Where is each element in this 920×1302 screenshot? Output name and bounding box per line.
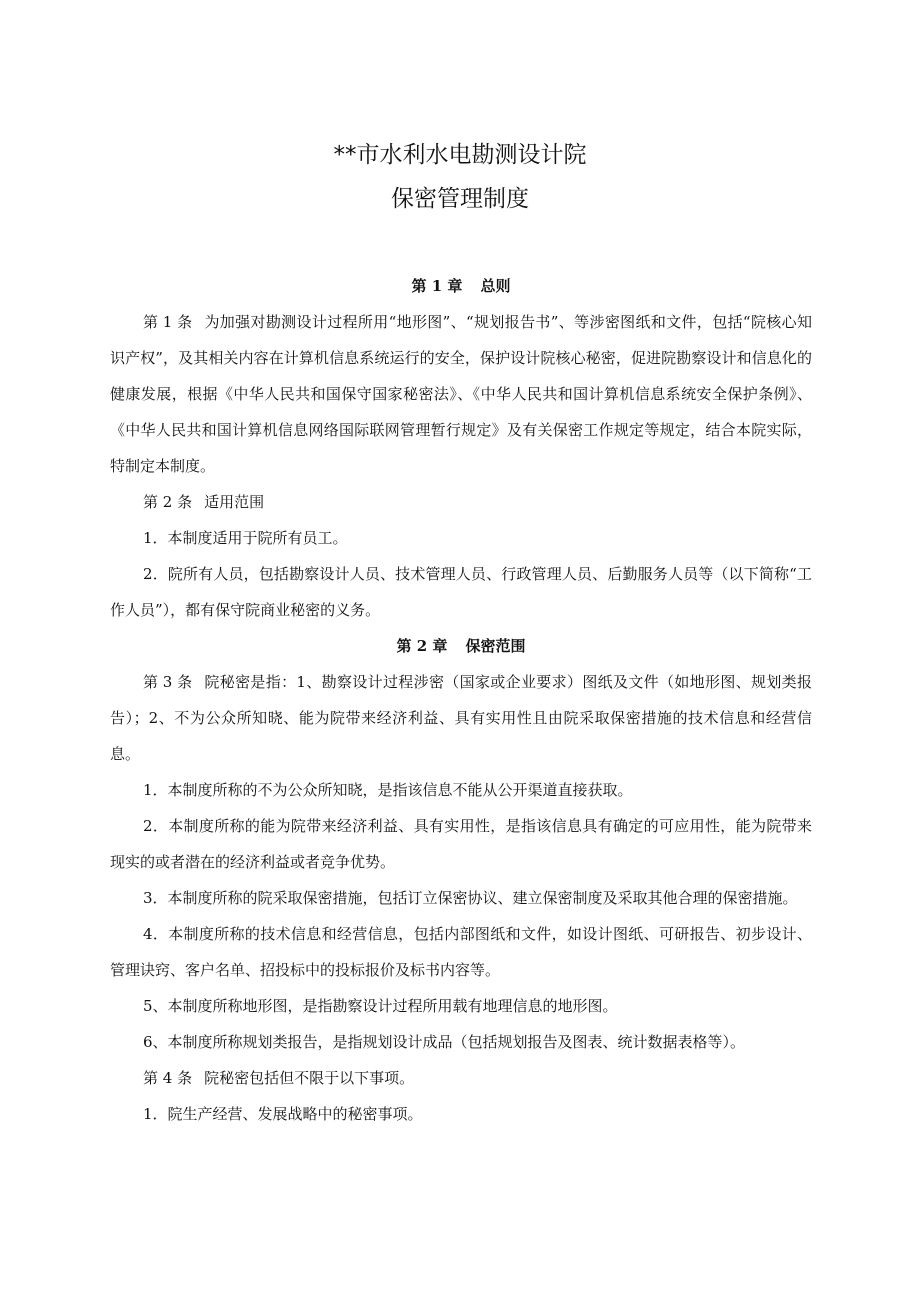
article-text: 院秘密是指：1、勘察设计过程涉密（国家或企业要求）图纸及文件（如地形图、规划类报告）；2、不为公众所知晓、能为院带来经济利益、具有实用性且由院采取保密措施的技术信息和经营信息。 [110, 673, 812, 763]
list-item: 4．本制度所称的技术信息和经营信息，包括内部图纸和文件，如设计图纸、可研报告、初步设计、管理诀窍、客户名单、招投标中的投标报价及标书内容等。 [110, 925, 812, 979]
list-item: 1．本制度适用于院所有员工。 [143, 529, 348, 547]
article-3 [110, 664, 812, 772]
list-item: 6、本制度所称规划类报告，是指规划设计成品（包括规划报告及图表、统计数据表格等）。 [143, 1033, 746, 1051]
article-1 [110, 304, 812, 484]
document-body [110, 268, 812, 1132]
article-label: 第 4 条 [143, 1069, 193, 1087]
article-text: 为加强对勘测设计过程所用“地形图”、“规划报告书”、等涉密图纸和文件，包括“院核心知识产权”，及其相关内容在计算机信息系统运行的安全，保护设计院核心秘密，促进院勘察设计和信息化的健康发展，根据《中华人民共和国保守国家秘密法》、《中华人民共和国计算机信息系统安全保护条例》、《中华人民共和国计算机信息网络国际联网管理暂行规定》及有关保密工作规定等规定，结合本院实际，特制定本制度。 [110, 313, 812, 475]
chapter-heading-1 [110, 268, 812, 304]
article-label: 第 1 条 [143, 313, 193, 331]
article-2 [110, 484, 812, 520]
list-item: 1．本制度所称的不为公众所知晓，是指该信息不能从公开渠道直接获取。 [143, 781, 633, 799]
chapter-heading-2 [110, 628, 812, 664]
article-label: 第 3 条 [143, 673, 193, 691]
chapter-name: 保密范围 [465, 637, 526, 655]
article-4 [110, 1060, 812, 1096]
title-block [0, 133, 920, 221]
list-item: 2．院所有人员，包括勘察设计人员、技术管理人员、行政管理人员、后勤服务人员等（以下简称“工作人员”），都有保守院商业秘密的义务。 [110, 565, 812, 619]
article-label: 第 2 条 [143, 493, 193, 511]
document-title-org: **市水利水电勘测设计院 [333, 142, 587, 168]
article-text: 适用范围 [204, 493, 265, 511]
chapter-number: 第 2 章 [396, 637, 448, 655]
list-item: 2．本制度所称的能为院带来经济利益、具有实用性，是指该信息具有确定的可应用性，能为院带来现实的或者潜在的经济利益或者竞争优势。 [110, 817, 812, 871]
list-item: 5、本制度所称地形图，是指勘察设计过程所用载有地理信息的地形图。 [143, 997, 618, 1015]
list-item: 1．院生产经营、发展战略中的秘密事项。 [143, 1105, 423, 1123]
list-item: 3．本制度所称的院采取保密措施，包括订立保密协议、建立保密制度及采取其他合理的保密措施。 [143, 889, 798, 907]
article-text: 院秘密包括但不限于以下事项。 [204, 1069, 415, 1087]
document-title-main: 保密管理制度 [391, 186, 529, 212]
chapter-number: 第 1 章 [411, 277, 463, 295]
chapter-name: 总则 [480, 277, 511, 295]
